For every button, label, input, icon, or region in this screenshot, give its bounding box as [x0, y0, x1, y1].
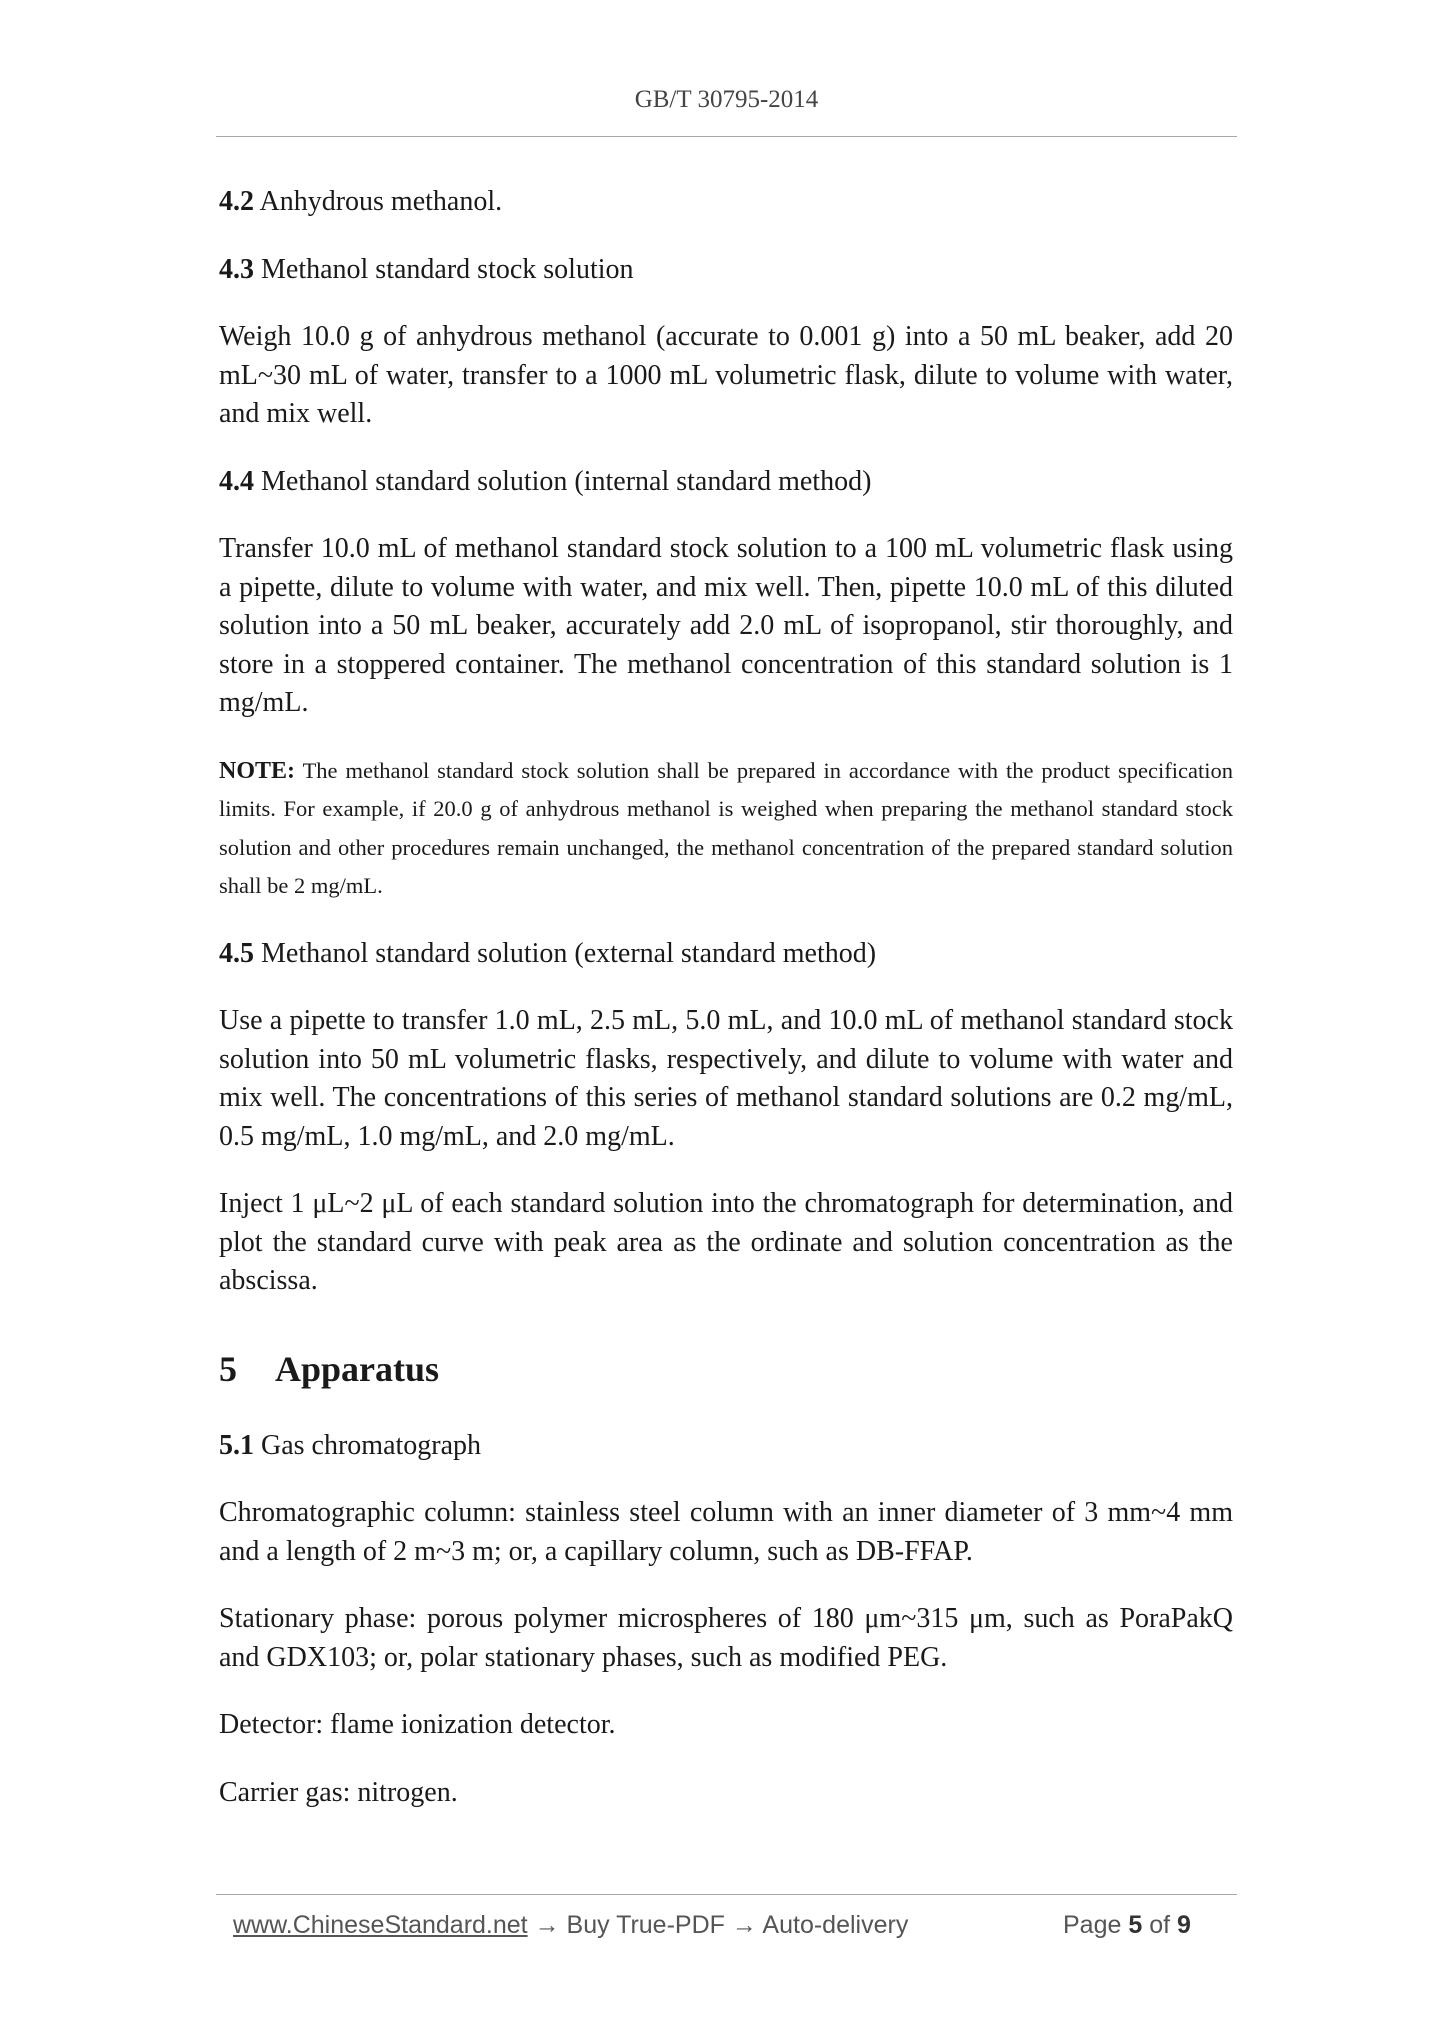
- page-footer: [233, 1911, 1237, 1940]
- note-label: NOTE:: [219, 757, 296, 784]
- clause-4-3: [219, 251, 1233, 290]
- page-number: 5: [1128, 1911, 1143, 1939]
- clause-title: Anhydrous methanol.: [259, 186, 503, 217]
- clause-4-4-text: Transfer 10.0 mL of methanol standard stock solution to a 100 mL volumetric flask using a pipette, dilute to volume with water, and mix well. Then, pipette 10.0 mL of this diluted solution into a 50 mL beaker, accurately add 2.0 mL of isopropanol, stir thoroughly, and store in a stoppered container. The methanol concentration of this standard solution is 1 mg/mL.: [219, 533, 1233, 718]
- page-body: [219, 183, 1233, 1841]
- arrow-icon: →: [527, 1911, 567, 1939]
- page-total: 9: [1177, 1911, 1191, 1939]
- arrow-icon: →: [724, 1911, 763, 1939]
- clause-4-4: [219, 463, 1233, 502]
- clause-5-1: [219, 1427, 1233, 1466]
- column-spec: Chromatographic column: stainless steel column with an inner diameter of 3 mm~4 mm and a length of 2 m~3 m; or, a capillary column, such as DB-FFAP.: [219, 1497, 1233, 1567]
- section-5-heading: [219, 1349, 1233, 1389]
- carrier-gas-spec: Carrier gas: nitrogen.: [219, 1776, 458, 1808]
- auto-delivery-text: Auto-delivery: [762, 1911, 909, 1939]
- clause-title: Methanol standard stock solution: [261, 253, 634, 285]
- footer-divider: [216, 1894, 1237, 1895]
- clause-4-2: [219, 183, 1233, 222]
- clause-4-5-text-1: Use a pipette to transfer 1.0 mL, 2.5 mL, 5.0 mL, and 10.0 mL of methanol standard stock solution into 50 mL volumetric flasks, respectively, and dilute to volume with water and mix well. The concentrations of this series of methanol standard solutions are 0.2 mg/mL, 0.5 mg/mL, 1.0 mg/mL, and 2.0 mg/mL.: [219, 1005, 1233, 1152]
- clause-4-3-text: Weigh 10.0 g of anhydrous methanol (accurate to 0.001 g) into a 50 mL beaker, add 20 mL~30 mL of water, transfer to a 1000 mL volumetric flask, dilute to volume with water, and mix well.: [219, 321, 1233, 429]
- section-title: Apparatus: [275, 1348, 440, 1389]
- of-label: of: [1149, 1911, 1171, 1939]
- clause-title: Gas chromatograph: [261, 1429, 482, 1461]
- clause-number: 5.1: [219, 1429, 254, 1461]
- clause-number: 4.4: [219, 465, 254, 497]
- section-number: 5: [219, 1348, 237, 1389]
- clause-number: 4.2: [219, 186, 254, 217]
- header-divider: [216, 136, 1237, 137]
- detector-spec: Detector: flame ionization detector.: [219, 1709, 616, 1740]
- page-label: Page: [1063, 1911, 1122, 1939]
- clause-title: Methanol standard solution (external standard method): [261, 937, 877, 969]
- clause-number: 4.5: [219, 937, 254, 969]
- clause-4-5: [219, 935, 1233, 974]
- note-paragraph: [219, 752, 1233, 906]
- clause-number: 4.3: [219, 253, 254, 285]
- site-link[interactable]: www.ChineseStandard.net: [233, 1911, 528, 1939]
- stationary-phase-spec: Stationary phase: porous polymer microspheres of 180 μm~315 μm, such as PoraPakQ and GDX103; or, polar stationary phases, such as modified PEG.: [219, 1603, 1233, 1673]
- page-indicator: [1063, 1911, 1191, 1940]
- clause-title: Methanol standard solution (internal standard method): [261, 465, 872, 497]
- document-header: GB/T 30795-2014: [634, 86, 819, 113]
- buy-pdf-text: Buy True-PDF: [566, 1911, 725, 1939]
- note-text: The methanol standard stock solution shall be prepared in accordance with the product specification limits. For example, if 20.0 g of anhydrous methanol is weighed when preparing the methanol standard stock solution and other procedures remain unchanged, the methanol concentration of the prepared standard solution shall be 2 mg/mL.: [219, 757, 1234, 898]
- clause-4-5-text-2: Inject 1 μL~2 μL of each standard solution into the chromatograph for determination, and plot the standard curve with peak area as the ordinate and solution concentration as the abscissa.: [219, 1188, 1233, 1296]
